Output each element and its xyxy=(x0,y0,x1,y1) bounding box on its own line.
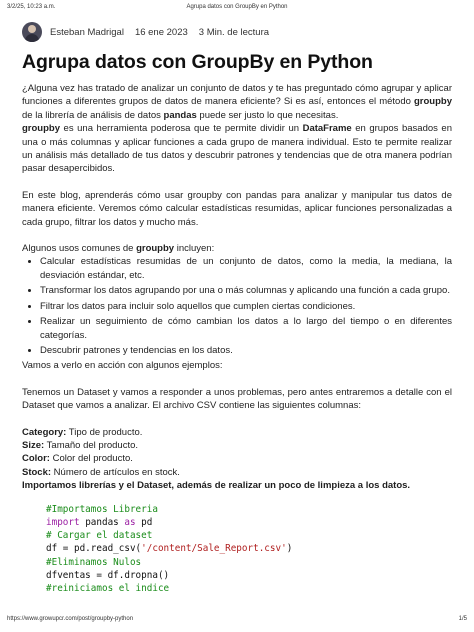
bold-groupby: groupby xyxy=(414,96,452,108)
groupby-text: en grupos basados en una o más columnas y aplicar funciones a cada grupo de manera individual. Esto te permite realizar un análisis más detallado de tus datos y descubrir patrones y tendencias que de otra manera podrían pasar desapercibidos. xyxy=(22,123,453,175)
blog-paragraph: En este blog, aprenderás cómo usar groupby con pandas para analizar y manipular tus datos de manera eficiente. Veremos cómo calcular estadísticas resumidas, aplicar funciones personalizadas a cada grupo, filtrar los datos y mucho más. xyxy=(22,189,452,228)
print-page-number: 1/5 xyxy=(458,616,467,622)
print-timestamp: 3/2/25, 10:23 a.m. xyxy=(7,4,56,10)
intro-text: puede ser justo lo que necesitas. xyxy=(196,109,339,121)
groupby-text: es una herramienta poderosa que te permite dividir un xyxy=(60,123,303,135)
column-name: Stock: xyxy=(22,466,52,478)
column-name: Category: xyxy=(22,426,67,438)
code-comment: # Cargar el dataset xyxy=(46,530,153,542)
bold-pandas: pandas xyxy=(163,109,197,121)
code-text: pandas xyxy=(79,516,125,528)
print-header xyxy=(7,4,467,14)
author-name[interactable]: Esteban Madrigal xyxy=(50,26,124,38)
list-item: • Descubrir patrones y tendencias en los datos. xyxy=(40,344,452,357)
list-item: • Calcular estadísticas resumidas de un conjunto de datos, como la media, la mediana, la desviación estándar, etc. xyxy=(40,255,452,282)
bold-groupby: groupby xyxy=(136,243,175,255)
groupby-paragraph xyxy=(22,122,452,176)
intro-text: de la librería de análisis de datos xyxy=(22,109,164,121)
code-text: df = pd.read_csv( xyxy=(46,543,142,555)
list-item: • Filtrar los datos para incluir solo aquellos que cumplen ciertas condiciones. xyxy=(40,300,452,313)
column-category xyxy=(22,426,452,439)
code-comment: #reiniciamos el indice xyxy=(46,583,170,595)
intro-paragraph xyxy=(22,82,452,122)
code-keyword: as xyxy=(124,516,136,528)
code-text: dfventas = df.dropna() xyxy=(46,570,170,582)
print-footer xyxy=(7,616,467,626)
article-meta xyxy=(22,20,452,44)
import-heading-text: Importamos librerías y el Dataset, además de realizar un poco de limpieza a los datos. xyxy=(22,480,411,492)
code-text: ) xyxy=(286,543,293,555)
bold-groupby: groupby xyxy=(22,123,60,135)
import-heading xyxy=(22,479,452,492)
column-desc: Tamaño del producto. xyxy=(44,439,139,451)
uses-intro-text: incluyen: xyxy=(174,243,215,255)
column-desc: Tipo de producto. xyxy=(66,426,143,438)
intro-text: ¿Alguna vez has tratado de analizar un conjunto de datos y te has preguntado cómo agrupar y aplicar funciones a diferentes grupos de datos de manera eficiente? Si es así, entonces el método xyxy=(22,83,452,108)
bold-dataframe: DataFrame xyxy=(302,123,352,135)
column-desc: Número de artículos en stock. xyxy=(51,466,180,478)
read-time: 3 Min. de lectura xyxy=(198,26,270,38)
list-item: • Transformar los datos agrupando por una o más columnas y aplicando una función a cada grupo. xyxy=(40,284,452,297)
uses-intro-text: Algunos usos comunes de xyxy=(22,243,137,255)
dataset-paragraph: Tenemos un Dataset y vamos a responder a unos problemas, pero antes entraremos a detalle con el Dataset que vamos a analizar. El archivo CSV contiene las siguientes columnas: xyxy=(22,386,452,412)
column-size xyxy=(22,439,452,452)
code-comment: #Importamos Libreria xyxy=(46,503,158,515)
print-page-title: Agrupa datos con GroupBy en Python xyxy=(186,4,288,10)
uses-list xyxy=(22,255,452,357)
list-item: • Realizar un seguimiento de cómo cambian los datos a lo largo del tiempo o en diferentes categorías. xyxy=(40,315,452,342)
code-string: '/content/Sale_Report.csv' xyxy=(141,543,287,555)
uses-outro: Vamos a verlo en acción con algunos ejemplos: xyxy=(22,360,223,372)
uses-intro xyxy=(22,242,452,255)
author-avatar[interactable] xyxy=(22,22,42,42)
column-name: Size: xyxy=(22,439,45,451)
print-url[interactable]: https://www.growupcr.com/post/groupby-python xyxy=(7,616,134,622)
column-color xyxy=(22,452,452,465)
code-comment: #Eliminamos Nulos xyxy=(46,556,142,568)
column-stock xyxy=(22,466,452,479)
code-text: pd xyxy=(135,516,153,528)
column-name: Color: xyxy=(22,453,50,465)
code-keyword: import xyxy=(46,516,80,528)
column-desc: Color del producto. xyxy=(49,453,133,465)
article-title: Agrupa datos con GroupBy en Python xyxy=(22,51,373,73)
article xyxy=(22,20,452,596)
code-block xyxy=(46,503,452,596)
publish-date: 16 ene 2023 xyxy=(134,26,188,38)
